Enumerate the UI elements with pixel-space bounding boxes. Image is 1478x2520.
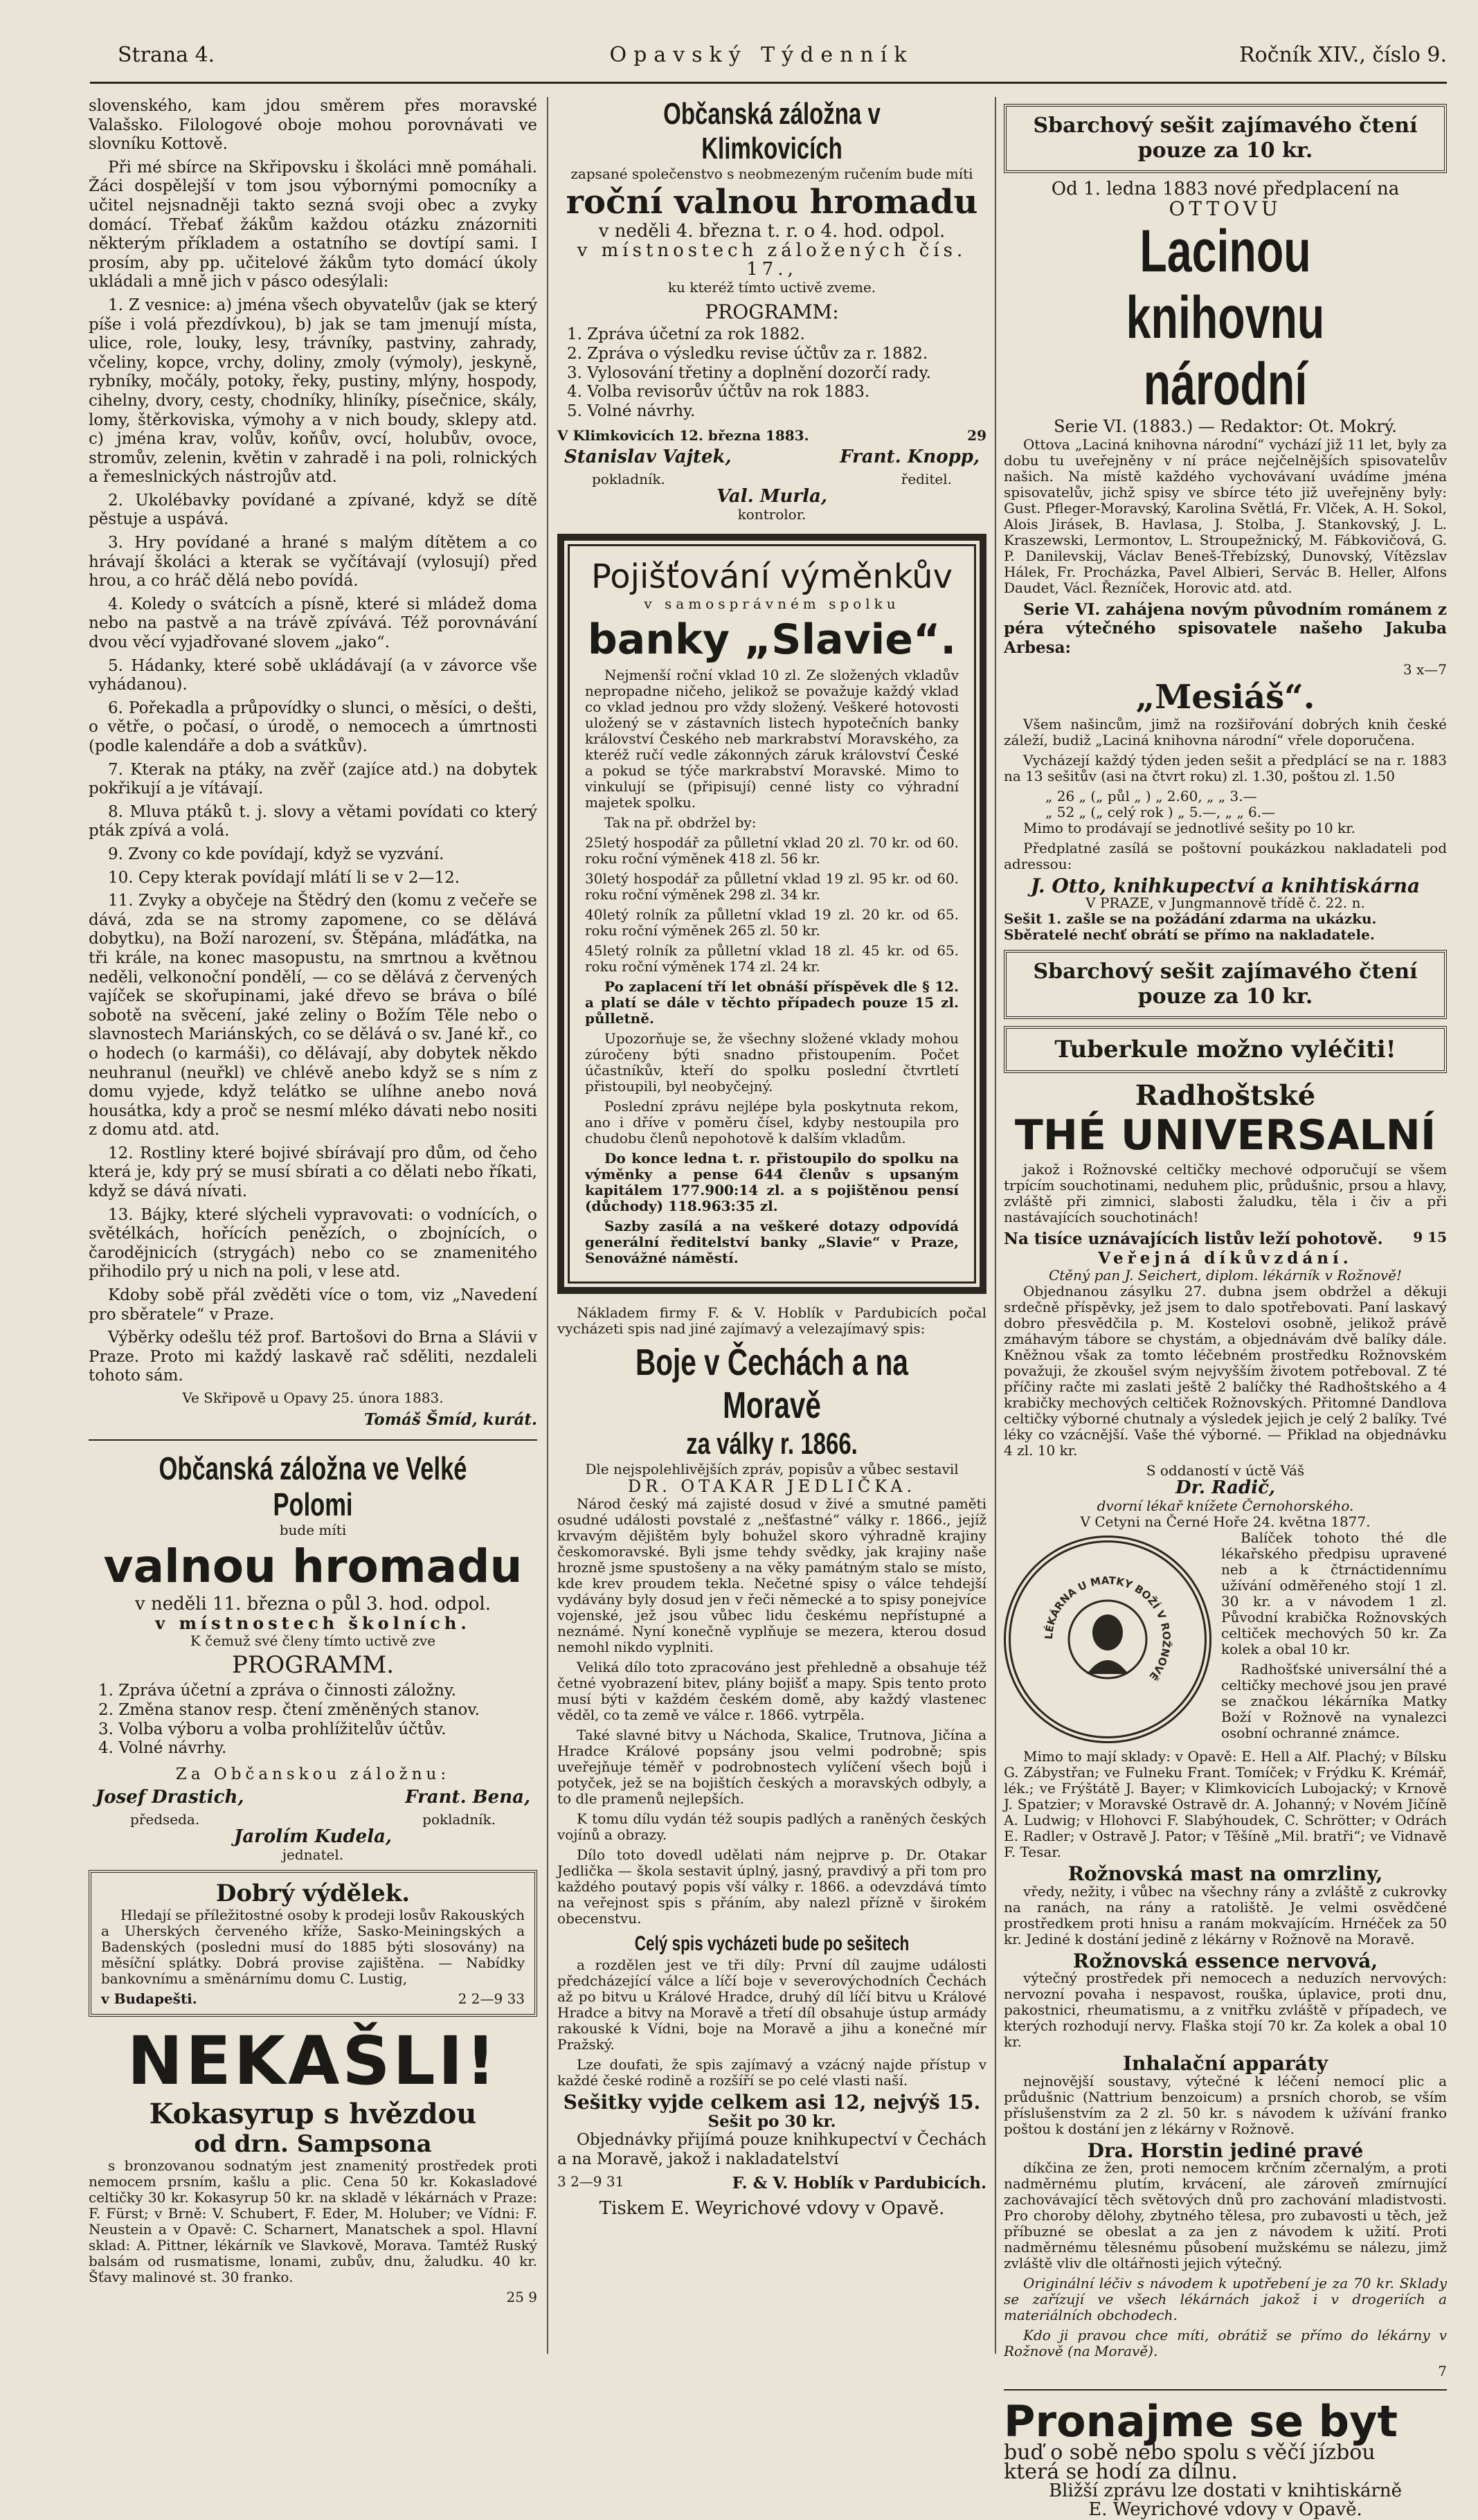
- pharmacy-seal: [1004, 1536, 1211, 1743]
- ad-address: V PRAZE, v Jungmannově třídě č. 22. n.: [1085, 894, 1365, 912]
- program-item: 4. Volné návrhy.: [98, 1739, 227, 1758]
- list-item: 5. Hádanky, které sobě ukládávají (a v závorce vše vyhádanou).: [89, 656, 537, 694]
- ad-text: Bližší zprávu lze dostati v knihtiskárně: [1048, 2480, 1403, 2501]
- program-item: 1. Zpráva účetní za rok 1882.: [567, 325, 805, 344]
- ad-issue: Sešitky vyjde celkem asi 12, nejvýš 15.: [563, 2091, 981, 2114]
- signature-role: pokladník.: [592, 470, 665, 487]
- ad-banner: Sbarchový sešit zajímavého čtení pouze za 10 kr.: [1004, 950, 1447, 1019]
- list-item: 9. Zvony co kde povídají, když se vyzvání.: [108, 845, 444, 863]
- ad-example: 45letý rolník za půlletní vklad 18 zl. 45 kr. od 65. roku roční výměnek 174 zl. 24 kr.: [585, 942, 959, 975]
- list-item: 7. Kterak na ptáky, na zvěř (zajíce atd.) na dobytek pokřikují a je vítávají.: [89, 760, 537, 798]
- signature-role: ředitel.: [901, 470, 952, 487]
- ad-text: Mimo to prodávají se jednotlivé sešity po 10 kr.: [1023, 819, 1355, 836]
- ad-price: „ 26 „ („ půl „ ) „ 2.60, „ „ 3.—: [1045, 787, 1257, 804]
- ad-subtitle: Dra. Horstin jediné pravé: [1087, 2139, 1364, 2162]
- volume-issue: Ročník XIV., číslo 9.: [1239, 43, 1447, 67]
- ad-series: Serie VI. (1883.) — Redaktor: Ot. Mokrý.: [1054, 417, 1397, 437]
- signature: Jarolím Kudela,: [234, 1826, 392, 1847]
- ad-headline: roční valnou hromadu: [566, 183, 978, 222]
- page-number: Strana 4.: [118, 43, 215, 67]
- program-item: 3. Vylosování třetiny a doplnění dozorčí rady.: [567, 363, 931, 382]
- ad-text: díkčina ze žen, proti nemocem krčním zčernalým, a proti nadměrnému plutím, krvácení, ale zároveň zmírnující zachovávající těch světových dnů pro zachování mladistvosti. Pro choroby dělohy, zbytného tělesa, pro zubavosti u těch, jež příbuzné se obeslat a za jen z návodem k užití. Proti nadměrnému tělesnému působení mužskému se nálezu, jimž zvláště vliv dle oltářnosti jejich výtečný.: [1004, 2159, 1447, 2272]
- signoff-name: Tomáš Šmíd, kurát.: [363, 1410, 537, 1429]
- signature: Frant. Bena,: [405, 1787, 530, 1808]
- list-item: 10. Cepy kterak povídají mlátí li se v 2—12.: [108, 868, 460, 887]
- seal-text: LÉKÁRNA U MATKY BOŽÍ V ROŽNOVĚ: [1042, 1574, 1173, 1683]
- ad-text: jakož i Rožnovské celtičky mechové odporučují se všem trpícím souchotinami, neduhem plic, průdušnic, prsou a hlavy, zvláště při zimnici, slabosti žaludku, těla i čiv a při nastávajících souchotinách!: [1004, 1161, 1447, 1226]
- ad-text: Objednávky přijímá pouze knihkupectví v Čechách a na Moravě, jakož i nakladatelství: [557, 2131, 986, 2168]
- list-item: 11. Zvyky a obyčeje na Štědrý den (komu z večeře se dává, zda se na stromy zapomene, co se dělává dobytku), na Boží narození, sv. Štěpána, mláďátka, na tři krále, na konec masopustu, na smrtnou a květnou neděli, velkonoční pondělí, — co se dělává z červených vajíček se skořupinami, jaké dřevo se bráva o bílé sobotě na svěcení, jaké zeliny o Božím Těle nebo o slavnostech Mariánských, co se dělává o sv. Jané kř., co o hodech (o karmáši), co dělávají, aby dobytek někdo neuhranul (neuřkl) ve chlévě anebo když se s ním z domu vyjede, když telátko se ulíhne anebo nová housátka, kdy a proč se nesmí mléko dávati nebo nositi z domu atd. atd.: [89, 892, 537, 1140]
- ad-text: buď o sobě nebo spolu s věčí jízbou: [1004, 2440, 1376, 2465]
- ad-where: v místnostech školních.: [155, 1613, 471, 1634]
- page-header: [76, 43, 1447, 73]
- ad-section: Celý spis vycházeti bude po sešitech: [634, 1932, 910, 1956]
- ad-subtitle: bude míti: [279, 1521, 347, 1538]
- ad-title: NEKAŠLI!: [127, 2022, 499, 2100]
- ad-subtitle: Inhalační apparáty: [1122, 2052, 1328, 2076]
- ad-publisher: OTTOVU: [1169, 197, 1282, 220]
- ad-text: a rozdělen jest ve tři díly: První díl zaujme události předcházející válce a líčí boje v severovýchodních Čechách až po bitvu u Králové Hradce, druhý díl líčí bitvu u Králové Hradce a bitvy na Moravě a třetí díl obsahuje ústup armády rakouské k Vídni, boje na Moravě a jihu a konečné mír Pražský.: [557, 1956, 986, 2053]
- list-item: 1. Z vesnice: a) jména všech obyvatelův (jak se který píše i volá přezdívkou), b) jak se tam jmenují místa, ulice, role, louky, lesy, trávníky, pastviny, zahrady, včeliny, kopce, vrchy, doliny, zmoly (výmoly), jeskyně, rybníky, močály, potoky, řeky, pustiny, mlýny, hospody, cihelny, dvory, cesty, chodníky, hliníky, písečnice, skály, lomy, štěrkoviska, výmohy a v nich boudy, sklepy atd. c) jména krav, volův, koňův, ovcí, holubův, ovoce, stromův, zelenin, květin v zahradě i na poli, rolnických a řemeslnických nástrojův atd.: [89, 296, 537, 487]
- ad-dobry-vydelek: [89, 1870, 537, 2017]
- ad-text: vředy, nežity, i vůbec na všechny rány a zvláště z cukrovky na ranách, na rány a ratoliště. Je velmi osvědčené prostředkem proti hnisu a ranám mokvajícím. Hrnéček za 50 kr. Jediné k dostání jedině z lékárny v Rožnově na Moravě.: [1004, 1882, 1447, 1947]
- ad-when: v neděli 11. března o půl 3. hod. odpol.: [135, 1593, 491, 1614]
- ad-text: Na tisíce uznávajících listův leží pohotově.: [1004, 1230, 1383, 1249]
- ad-title: Tuberkule možno vyléčiti!: [1004, 1026, 1447, 1073]
- masthead: Opavský Týdenník: [609, 43, 914, 67]
- ad-tuberkule: [1004, 1026, 1447, 2379]
- signature: Josef Drastich,: [96, 1787, 244, 1808]
- article-list: [89, 296, 537, 1282]
- ad-title: Lacinou knihovnu národní: [1126, 218, 1325, 418]
- ad-text: Radhošťské universální thé a celtičky mechové jsou jen pravé se značkou lékárníka Matky Boží v Rožnově na vynalezci osobní ochranné známce.: [1221, 1660, 1447, 1741]
- column-3: [1004, 97, 1447, 2520]
- ad-text: Mimo to mají sklady: v Opavě: E. Hell a Alf. Plachý; v Bílsku G. Zábystřan; ve Fulneku Frant. Tomíček; v Frýdku K. Krémář, lék.; ve Frýštátě J. Bayer; v Klimkovicích Lubojacký; v Krnově J. Spatzier; v Moravské Ostravě dr. A. Johanný; v Novém Jičíně A. Ludwig; v Hlohovci F. Slabýhoudek, C. Schrötter; v Odrách E. Radler; v Ostravě J. Pator; v Těšíně „Mil. bratři“; ve Vidnavě F. Tesar.: [1004, 1747, 1447, 1860]
- ad-note: Sešit 1. zašle se na požádání zdarma na ukázku.: [1004, 910, 1377, 928]
- divider: [1004, 2389, 1447, 2391]
- program-item: 1. Zpráva účetní a zpráva o činnosti záložny.: [98, 1682, 457, 1700]
- column-1: [89, 97, 537, 2368]
- ad-text: Předplatné zasílá se poštovní poukázkou nakladateli pod adressou:: [1004, 839, 1447, 872]
- signature: Dr. Radič,: [1175, 1477, 1275, 1499]
- ad-text: nejnovější soustavy, výtečné k léčení nemocí plic a průdušnic (Nattrium benzoicum) a prsních chorob, se vším příslušenstvím za 2 zl. 50 kr. s návodem k užívání franko poštou k dostání jen z lékárny v Rožnově.: [1004, 2072, 1447, 2137]
- ad-text: Originální léčiv s návodem k upotřebení je za 70 kr. Sklady se zařízují ve všech lékárnách jakož i v drogeriích a materiálních obchodech.: [1004, 2275, 1447, 2324]
- ad-text: S oddaností v úctě Váš: [1146, 1462, 1305, 1479]
- ad-slavie: [557, 534, 986, 1294]
- signature-role: pokladník.: [422, 1810, 496, 1828]
- ad-text: Ottova „Laciná knihovna národní“ vychází již 11 let, byly za dobu tu uveřejněny v ní práce nejčelnějších spisovatelův našich. Na místě každého vychovávaní uvádíme jména spisovatelův, jichž spisy ve sbírce této již uveřejněny byly: Gust. Pfleger-Moravský, Karolina Světlá, Fr. Vlček, A. H. Sokol, Alois Jirásek, B. Havlasa, J. Stolba, J. Stankovský, J. L. Kraszewski, Lermontov, L. Stroupežnický, M. Fábkovičová, G. P. Danilevskij, Václav Beneš-Třebízský, Dunovský, Vítězslav Hálek, Fr. Procházka, Pavel Albieri, Servác B. Heller, Alfons Daudet, Václ. Řezníček, Horovic atd. atd.: [1004, 435, 1447, 596]
- ad-banner: Sbarchový sešit zajímavého čtení pouze za 10 kr.: [1004, 104, 1447, 173]
- ad-text: která se hodí za dílnu.: [1004, 2459, 1238, 2484]
- ad-where: v místnostech záložených čís. 17.,: [577, 240, 967, 280]
- ad-code: 3 x—7: [1403, 660, 1447, 678]
- ad-text: Upozorňuje se, že všechny složené vklady mohou zúročeny býti snadno přistoupením. Počet účastníkův, kteří do spolku poslední čtvrtletí přistoupili, byl neobyčejný.: [585, 1029, 959, 1095]
- divider: [89, 1439, 537, 1441]
- list-item: 3. Hry povídané a hrané s malým dítětem a co hrávají školáci a kterak se vyčítávají (vylosují) před hrou, a co hráč dělá nebo povídá.: [89, 534, 537, 591]
- ad-place: v Budapešti.: [101, 1990, 197, 2007]
- list-item: 12. Rostliny které bojivé sbírávají pro dům, od čeho která je, kdy prý se musí sbírati a co dělati nebo říkati, když se dává nívati.: [89, 1144, 537, 1201]
- ad-intro: Od 1. ledna 1883 nové předplacení na: [1051, 179, 1400, 199]
- ad-title: Boje v Čechách a na Moravě: [636, 1341, 908, 1426]
- signature-role: kontrolor.: [737, 505, 806, 523]
- ad-addressee: Ctěný pan J. Seichert, diplom. lékárník v Rožnově!: [1048, 1267, 1403, 1284]
- article-intro: slovenského, kam jdou směrem přes moravské Valašsko. Filologové oboje mohou porovnávati ve slovníku Kottově.: [89, 97, 537, 154]
- article-paragraph: Výběrky odešlu též prof. Bartošovi do Brna a Slávii v Praze. Proto mi každý laskavě rač sděliti, nezdaleli tohoto sám.: [89, 1329, 537, 1385]
- column-separator: [995, 97, 996, 2354]
- ad-example: 30letý hospodář za půlletní vklad 19 zl. 95 kr. od 60. roku roční výměnek 298 zl. 34 kr.: [585, 870, 959, 903]
- ad-headline: banky „Slavie“.: [587, 615, 957, 664]
- ad-subtitle: za války r. 1866.: [686, 1426, 858, 1461]
- ad-price: „ 52 „ („ celý rok ) „ 5.—, „ „ 6.—: [1045, 803, 1276, 820]
- ad-note: Sběratelé nechť obrátí se přímo na nakladatele.: [1004, 926, 1375, 944]
- ad-title: Pronajme se byt: [1004, 2396, 1398, 2447]
- ad-invite: K čemuž své členy tímto uctivě zve: [190, 1632, 436, 1649]
- program-list: [567, 325, 986, 421]
- madonna-emblem-icon: [1038, 1570, 1177, 1709]
- ad-text: Veliká dílo toto zpracováno jest přehledně a obsahuje též četné vyobrazení bitev, plány bojišť a mapy. Spis tento proto musí býti v každém českém domě, aby každý vlastenec věděl, co ta země ve válce r. 1866. vytrpěla.: [557, 1659, 986, 1724]
- ad-text: Balíček tohoto thé dle lékařského předpisu upravené neb a k čtrnáctidennímu užívání odměřeného stojí 1 zl. 30 kr. a v návodem 1 zl. Původní krabička Rožnovských celtiček mechových 50 kr. Za kolek a obal 10 kr.: [1221, 1529, 1447, 1657]
- ad-text: Poslední zprávu nejlépe byla poskytnuta rekom, ano i dříve v poměru čísel, kdyby nestoupila pro chudobu členů nepohotově k dalším vkladům.: [585, 1097, 959, 1146]
- ad-zalozna-klimkovice: [557, 97, 986, 523]
- signature: Stanislav Vajtek,: [564, 447, 732, 468]
- list-item: 13. Bájky, které slýcheli vypravovati: o vodnících, o světélkách, hořících penězích, o zbojnících, o čarodějnicích (strygách) nebo co se znamenitého přihodilo prý u nich na poli, v lese atd.: [89, 1205, 537, 1281]
- signature-role: předseda.: [130, 1810, 200, 1828]
- ad-text: výtečný prostředek při nemocech a neduzích nervových: nervozní povaha i nespavost, rouška, úplavice, proti dnu, pakostnici, rheumatismu, a z vnitřku zvláště v případech, ve kterých rozhodují nervy. Flaška stojí 70 kr. Za kolek a obal 10 kr.: [1004, 1970, 1447, 2051]
- ad-title: Dobrý výdělek.: [215, 1879, 411, 1907]
- header-rule: [90, 82, 1447, 84]
- ad-nekasli: [89, 2022, 537, 2305]
- ad-section: Veřejná díkůvzdání.: [1098, 1248, 1353, 1268]
- signature-role: jednatel.: [282, 1846, 344, 1863]
- program-item: 4. Volba revisorův účtův na rok 1883.: [567, 383, 870, 402]
- ad-text: Po zaplacení tří let obnáší příspěvek dle § 12. a platí se dále v těchto případech pouze 15 zl. půlletně.: [585, 978, 959, 1027]
- signature: Val. Murla,: [717, 485, 827, 507]
- ad-code: 2 2—9 33: [458, 1990, 525, 2007]
- ad-text: Sazby zasílá a na veškeré dotazy odpovídá generální ředitelství banky „Slavie“ v Praze, Senovážné náměstí.: [585, 1217, 959, 1266]
- ad-publisher: F. & V. Hoblík v Pardubicích.: [732, 2173, 986, 2193]
- list-item: 4. Koledy o svátcích a písně, které si mládež doma nebo na pastvě a na trávě zpívává. Též porovnávání dvou věcí vyjadřované slovem „jako“.: [89, 595, 537, 652]
- ad-code: 25 9: [506, 2288, 537, 2305]
- ad-text: Národ český má zajisté dosud v živé a smutné paměti osudné události povstalé z „nešťastné“ války r. 1866., jejíž krvavým dějištěm byly bohužel skoro výhradně krajiny českomoravské. Byli jsme tehdy svědky, jak krajiny naše hrozně jsme spustošeny a na věky památným stalo se místo, kde krev proudem tekla. Nečetné spisy o válce tehdejší vydávány byly dosud jen v řeči německé a to spisy ponejvíce vojenské, jež jsou vůbec lidu českému nepřístupné a neznámé. Nyní konečně vyplňuje se mezera, kterou dosud nemohl nikdo vyplniti.: [557, 1495, 986, 1656]
- program-item: 2. Změna stanov resp. čtení změněných stanov.: [98, 1700, 480, 1719]
- ad-brand: THÉ UNIVERSALNÍ: [1014, 1111, 1436, 1160]
- ad-brand: Radhoštské: [1135, 1079, 1316, 1113]
- ad-text: Lze doufati, že spis zajímavý a vzácný najde přístup v každé české rodině a rozšíří se po celé vlasti naší.: [557, 2056, 986, 2089]
- signatures: [96, 1788, 530, 1808]
- ad-desc: Dle nejspolehlivějších zpráv, popisův a vůbec sestavil: [585, 1460, 959, 1477]
- ad-boje: [557, 1305, 986, 2193]
- signature-role: dvorní lékař knížete Černohorského.: [1097, 1497, 1354, 1514]
- ad-date: V Klimkovicích 12. března 1883.: [557, 427, 809, 444]
- list-item: 8. Mluva ptáků t. j. slovy a větami povídati co který pták zpívá a volá.: [89, 802, 537, 840]
- signature: Frant. Knopp,: [840, 447, 980, 468]
- ad-text: K tomu dílu vydán též soupis padlých a raněných českých vojínů a obrazy.: [557, 1810, 986, 1844]
- ad-author: DR. OTAKAR JEDLIČKA.: [627, 1476, 917, 1496]
- ad-text: Tak na př. obdržel by:: [604, 813, 757, 831]
- signatures: [564, 448, 980, 467]
- program-item: 3. Volba výboru a volba prohlížitelův účtův.: [98, 1720, 447, 1738]
- printer-footer: Tiskem E. Weyrichové vdovy v Opavě.: [599, 2198, 945, 2220]
- ad-subtitle: Rožnovská mast na omrzliny,: [1067, 1862, 1383, 1885]
- ad-code: 29: [967, 427, 986, 444]
- program-title: PROGRAMM.: [231, 1650, 395, 1679]
- ad-subtitle: Rožnovská essence nervová,: [1072, 1949, 1378, 1972]
- program-item: 2. Zpráva o výsledku revise účtův za r. 1882.: [567, 344, 928, 363]
- ad-text: Také slavné bitvy u Náchoda, Skalice, Trutnova, Jičína a Hradce Králové popsány jsou velmi podrobně; spis uveřejňuje téměř v podrobnostech vylíčení všech bojů i potyček, jež se na bojištích českých a moravských odbyly, a to dle pramenů nejlepších.: [557, 1727, 986, 1808]
- ad-text: Všem našincům, jimž na rozšiřování dobrých knih české záleží, budiž „Laciná knihovna národní“ vřele doporučena.: [1004, 715, 1447, 748]
- ad-text: Serie VI. zahájena novým původním románem z péra výtečného spisovatele našeho Jakuba Arbesa:: [1004, 600, 1447, 657]
- signoff-place: Ve Skřipově u Opavy 25. února 1883.: [182, 1389, 444, 1406]
- ad-price: Sešit po 30 kr.: [708, 2112, 836, 2131]
- ad-text: Nejmenší roční vklad 10 zl. Ze složených vkladův nepropadne ničeho, jelikož se považuje každý vklad co vklad jednou pro vždy složený. Veškeré hotovosti uložený se v zástavních listech hypotečních banky království Českého neb markrabství Moravského, za kteréž ručí vedle zákonných záruk království České a pokud se týče markrabství Moravské. Mimo to vinkulují se (připisují) cenné listy co výhradní majetek spolku.: [585, 666, 959, 811]
- ad-code: 9 15: [1413, 1229, 1447, 1246]
- ad-text: Kdo ji pravou chce míti, obrátiž se přímo do lékárny v Rožnově (na Moravě).: [1004, 2327, 1447, 2360]
- ad-novel: „Mesiáš“.: [1135, 677, 1315, 717]
- ad-title: Občanská záložna v Klimkovicích: [663, 97, 881, 165]
- article-paragraph: Kdoby sobě přál zvěděti více o tom, viz „Navedení pro sběratele“ v Praze.: [89, 1286, 537, 1324]
- ad-text: Do konce ledna t. r. přistoupilo do spolku na výměnky a pense 644 členův s upsaným kapitálem 177.900:14 zl. a s pojištěnou pensí (důchody) 118.963:35 zl.: [585, 1149, 959, 1214]
- ad-maker: od drn. Sampsona: [194, 2130, 432, 2158]
- ad-subtitle: v samosprávném spolku: [644, 595, 900, 612]
- program-title: PROGRAMM:: [705, 300, 839, 323]
- ad-headline: valnou hromadu: [103, 1539, 523, 1593]
- ad-closing: Za Občanskou záložnu:: [175, 1765, 451, 1783]
- program-item: 5. Volné návrhy.: [567, 402, 696, 420]
- ad-text: Vycházejí každý týden jeden sešit a předplácí se na r. 1883 na 13 sešitův (asi na čtvrt roku) zl. 1.30, poštou zl. 1.50: [1004, 751, 1447, 784]
- ad-example: 40letý rolník za půlletní vklad 19 zl. 20 kr. od 65. roku roční výměnek 265 zl. 50 kr.: [585, 906, 959, 939]
- ad-invite: ku kteréž tímto uctivě zveme.: [667, 278, 876, 296]
- ad-product: Kokasyrup s hvězdou: [149, 2097, 477, 2130]
- list-item: 6. Pořekadla a průpovídky o slunci, o měsíci, o dešti, o větře, o počasí, o úrodě, o nemocech a úmrtnosti (podle kalendáře a dob a svátkův).: [89, 699, 537, 755]
- ad-text: Dílo toto dovedl udělati nám nejprve p. Dr. Otakar Jedlička — škola sestavit úplný, jasný, pravdivý a při tom pro každého poutavý popis vší války r. 1866. a odevzdává tímto na veřejnost spis s přáním, aby nalezl přízně v širokém obecenstvu.: [557, 1846, 986, 1927]
- list-item: 2. Ukolébavky povídané a zpívané, když se dítě pěstuje a uspává.: [89, 491, 537, 529]
- ad-text: Objednanou zásylku 27. dubna jsem obdržel a děkuji srdečně příspěvky, jež jsem to dalo spotřebovati. Paní laskavý dobro přesvědčila p. M. Kostelovi osobně, jelikož právě zmáhavým tábore se chystám, a objednávám dvě balíky dále. Kněžnou však za tomto léčebném prostředku Rožnovském považuji, že zkoušel svým nejvyšším životem potřeboval. Z té příčiny račte mi zaslati ještě 2 balíčky thé Radhoštského a 4 krabičky mechových celtiček Rožnovských. Přitomné Dandlova celtičky výborné chutnaly a výsledek jejich je celý 2 balíky. Tvé léky co vzácnější. Vaše thé výborné. — Přiklad na objednávku 4 zl. 10 kr.: [1004, 1283, 1447, 1459]
- ad-code: 3 2—9 31: [557, 2172, 624, 2190]
- ad-when: v neděli 4. března t. r. o 4. hod. odpol.: [598, 221, 946, 242]
- ad-place: V Cetyni na Černé Hoře 24. května 1877.: [1080, 1513, 1371, 1530]
- ad-code: 7: [1438, 2363, 1447, 2380]
- ad-subtitle: zapsané společenstvo s neobmezeným ručením bude míti: [570, 165, 973, 182]
- ad-text: E. Weyrichové vdovy v Opavě.: [1088, 2499, 1362, 2520]
- ad-pronajme: [1004, 2396, 1447, 2520]
- column-2: [557, 97, 986, 2368]
- program-list: [98, 1682, 537, 1758]
- ad-title: Pojišťování výměnkův: [591, 557, 953, 596]
- ad-address: J. Otto, knihkupectví a knihtiskárna: [1030, 874, 1421, 897]
- ad-title: Občanská záložna ve Velké Polomi: [159, 1450, 467, 1522]
- ad-text: s bronzovanou sodnatým jest znamenitý prostředek proti nemocem prsním, kašlu a plic. Cena 50 kr. Kokasladové celtičky 30 kr. Kokasyrup 50 kr. na skladě v lékárnách v Praze: F. Fürst; v Brně: V. Schubert, F. Eder, M. Holuber; ve Vídni: F. Neustein a v Opavě: C. Scharnert, Manatschek a spol. Hlavní sklad: A. Pittner, lékárník ve Slavkově, Morava. Tamtéž Ruský balsám od rusmatisme, lonami, zubův, dnu, žaludku. 40 kr. Šťavy malinové st. 30 franko.: [89, 2157, 537, 2285]
- ad-example: 25letý hospodář za půlletní vklad 20 zl. 70 kr. od 60. roku roční výměnek 418 zl. 56 kr.: [585, 834, 959, 867]
- ad-text: Hledají se příležitostné osoby k prodeji losův Rakouských a Uherských červeného kříže, Sasko-Meiningských a Badenských (posledni musí do 1885 býti slosovány) na měsíční splátky. Dobrá provise zajištěna. — Nabídky bankovnímu a směnárnímu domu C. Lustig,: [101, 1906, 525, 1987]
- column-separator: [547, 97, 548, 2354]
- ad-zalozna-poloma: [89, 1450, 537, 1863]
- ad-seal-block: [1004, 1530, 1447, 1741]
- article-paragraph: Při mé sbírce na Skřipovsku i školáci mně pomáhali. Žáci dospělejší v tom jsou výbornými pomocníky a učitel nejsnadněji takto sezná svoji obec a zvyky domácí. Třebať žákům každou otázku znázorniti některým příkladem a ostatního se dovtípí sami. I prosím, aby pp. učitelové žákům tyto domácí úkoly ukládali a mně jich v pásco odesýlali:: [89, 158, 537, 291]
- ad-intro: Nákladem firmy F. & V. Hoblík v Pardubicích počal vycházeti spis nad jiné zajímavý a velezajímavý spis:: [557, 1304, 986, 1337]
